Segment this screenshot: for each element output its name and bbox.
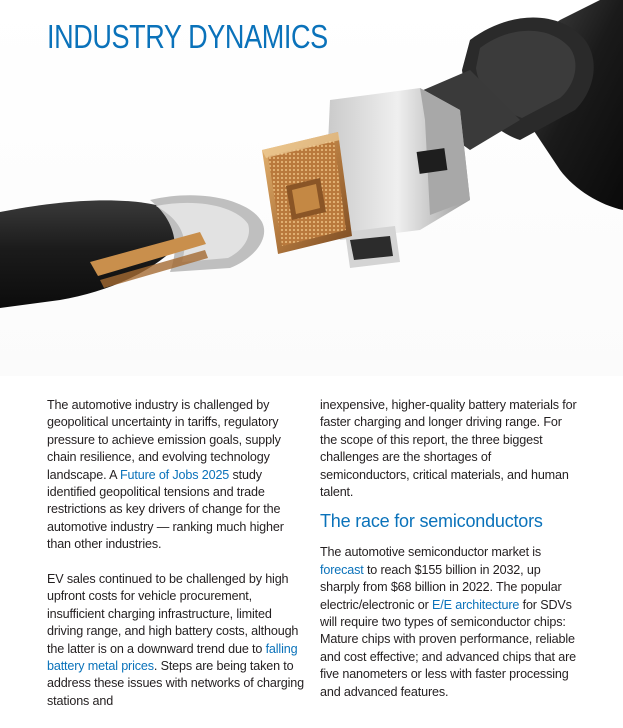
intro-text-2: study identified geopolitical tensions and trade restrictions as key drivers of change for the automotive industry — ranking much higher than other industries. [47, 467, 284, 552]
semi-text-2: to reach $155 billion in 2032, up sharply from $68 billion in 2022. The popular electric/electronic or [320, 562, 562, 612]
intro-text-1: The automotive industry is challenged by geopolitical uncertainty in tariffs, regulatory pressure to achieve emission goals, supply chain resilience, and evolving technology landscape. A [47, 398, 281, 482]
page-title: INDUSTRY DYNAMICS [47, 18, 328, 55]
battery-metal-prices-link[interactable]: falling battery metal prices [47, 641, 298, 674]
section-heading: The race for semiconductors [320, 511, 543, 532]
challenges-paragraph: inexpensive, higher-quality battery materials for faster charging and longer driving range. For the scope of this report, the three biggest challenges are the shortages of semiconductors, critical materials, and human talent. [320, 398, 577, 500]
forecast-link[interactable]: forecast [320, 562, 364, 577]
right-column [320, 397, 582, 718]
ee-architecture-link[interactable]: E/E architecture [432, 597, 520, 612]
semiconductor-paragraph [320, 544, 582, 701]
semi-text-3: for SDVs will require two types of semiconductor chips: Mature chips with proven performance, reliable and cost effective; and advanced chips that are five nanometers or less with faster processing and advanced features. [320, 597, 576, 699]
future-of-jobs-link[interactable]: Future of Jobs 2025 [119, 467, 230, 482]
ev-sales-paragraph [47, 571, 307, 710]
intro-paragraph [47, 397, 307, 554]
left-column [47, 397, 307, 728]
semi-text-1: The automotive semiconductor market is [320, 545, 542, 560]
ev-text-1: EV sales continued to be challenged by high upfront costs for vehicle procurement, insufficient charging infrastructure, limited driving range, and high battery costs, although the latter is on a downward trend due to [47, 572, 299, 656]
ev-text-2: . Steps are being taken to address these issues with networks of charging stations and [47, 659, 305, 708]
